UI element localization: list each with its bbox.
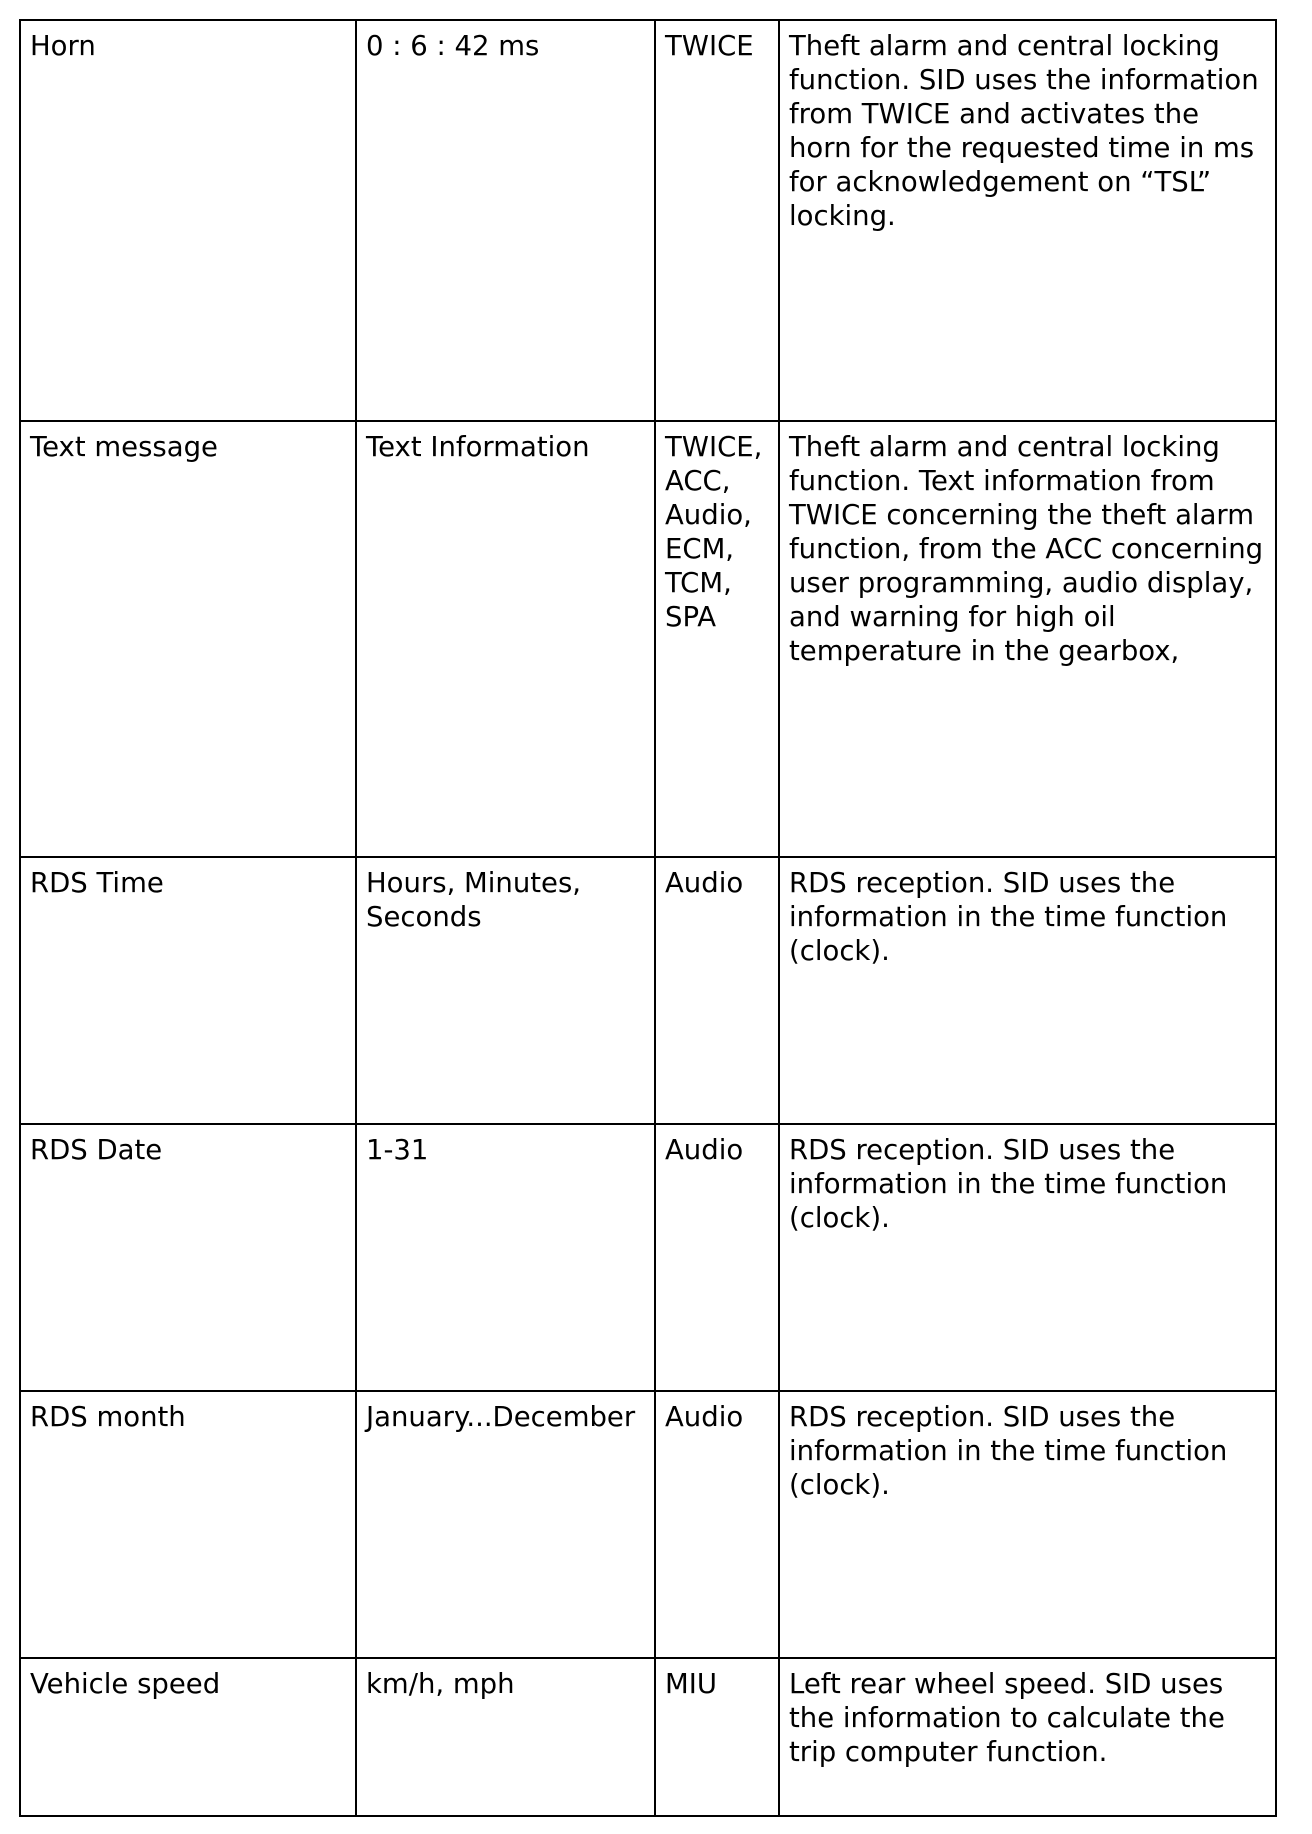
table-row — [20, 20, 1276, 421]
source-cell — [655, 421, 779, 857]
description-cell — [779, 857, 1276, 1124]
source-cell — [655, 1391, 779, 1658]
source-cell — [655, 1658, 779, 1816]
range-value: 1-31 — [366, 1134, 429, 1166]
parameter-cell — [20, 1124, 356, 1391]
parameter-cell — [20, 421, 356, 857]
parameter-cell — [20, 857, 356, 1124]
description-cell — [779, 1124, 1276, 1391]
source-cell — [655, 857, 779, 1124]
description-cell — [779, 421, 1276, 857]
table-row — [20, 1391, 1276, 1658]
signal-table — [19, 19, 1277, 1817]
range-value: Hours, Minutes, Seconds — [366, 867, 582, 933]
source-node: Audio — [665, 1401, 744, 1433]
parameter-cell — [20, 1658, 356, 1816]
table-row — [20, 1658, 1276, 1816]
parameter-name: RDS Time — [30, 867, 164, 899]
source-node: Audio — [665, 867, 744, 899]
source-node: TWICE, ACC, Audio, ECM, TCM, SPA — [665, 431, 763, 633]
range-value: January...December — [366, 1401, 636, 1433]
table-row — [20, 421, 1276, 857]
parameter-name: Horn — [30, 30, 96, 62]
parameter-name: Vehicle speed — [30, 1668, 221, 1700]
range-cell — [356, 857, 655, 1124]
source-cell — [655, 1124, 779, 1391]
range-cell — [356, 1124, 655, 1391]
range-cell — [356, 1391, 655, 1658]
parameter-cell — [20, 20, 356, 421]
description-text: Theft alarm and central locking function. SID uses the information from TWICE and activates the horn for the requested time in ms for acknowledgement on “TSL” locking. — [789, 30, 1259, 232]
description-text: Theft alarm and central locking function. Text information from TWICE concerning the theft alarm function, from the ACC concerning user programming, audio display, and warning for high oil temperature in the gearbox, — [789, 431, 1264, 667]
range-value: Text Information — [366, 431, 590, 463]
parameter-name: RDS Date — [30, 1134, 163, 1166]
parameter-cell — [20, 1391, 356, 1658]
table-row — [20, 857, 1276, 1124]
description-cell — [779, 1658, 1276, 1816]
range-value: 0 : 6 : 42 ms — [366, 30, 540, 62]
range-cell — [356, 421, 655, 857]
description-text: RDS reception. SID uses the information in the time function (clock). — [789, 1134, 1228, 1234]
description-text: Left rear wheel speed. SID uses the information to calculate the trip computer function. — [789, 1668, 1225, 1768]
source-node: Audio — [665, 1134, 744, 1166]
source-node: TWICE — [665, 30, 754, 62]
source-node: MIU — [665, 1668, 717, 1700]
description-text: RDS reception. SID uses the information in the time function (clock). — [789, 867, 1228, 967]
parameter-name: RDS month — [30, 1401, 186, 1433]
range-value: km/h, mph — [366, 1668, 515, 1700]
description-cell — [779, 1391, 1276, 1658]
range-cell — [356, 20, 655, 421]
description-text: RDS reception. SID uses the information in the time function (clock). — [789, 1401, 1228, 1501]
range-cell — [356, 1658, 655, 1816]
parameter-name: Text message — [30, 431, 218, 463]
description-cell — [779, 20, 1276, 421]
table-row — [20, 1124, 1276, 1391]
source-cell — [655, 20, 779, 421]
